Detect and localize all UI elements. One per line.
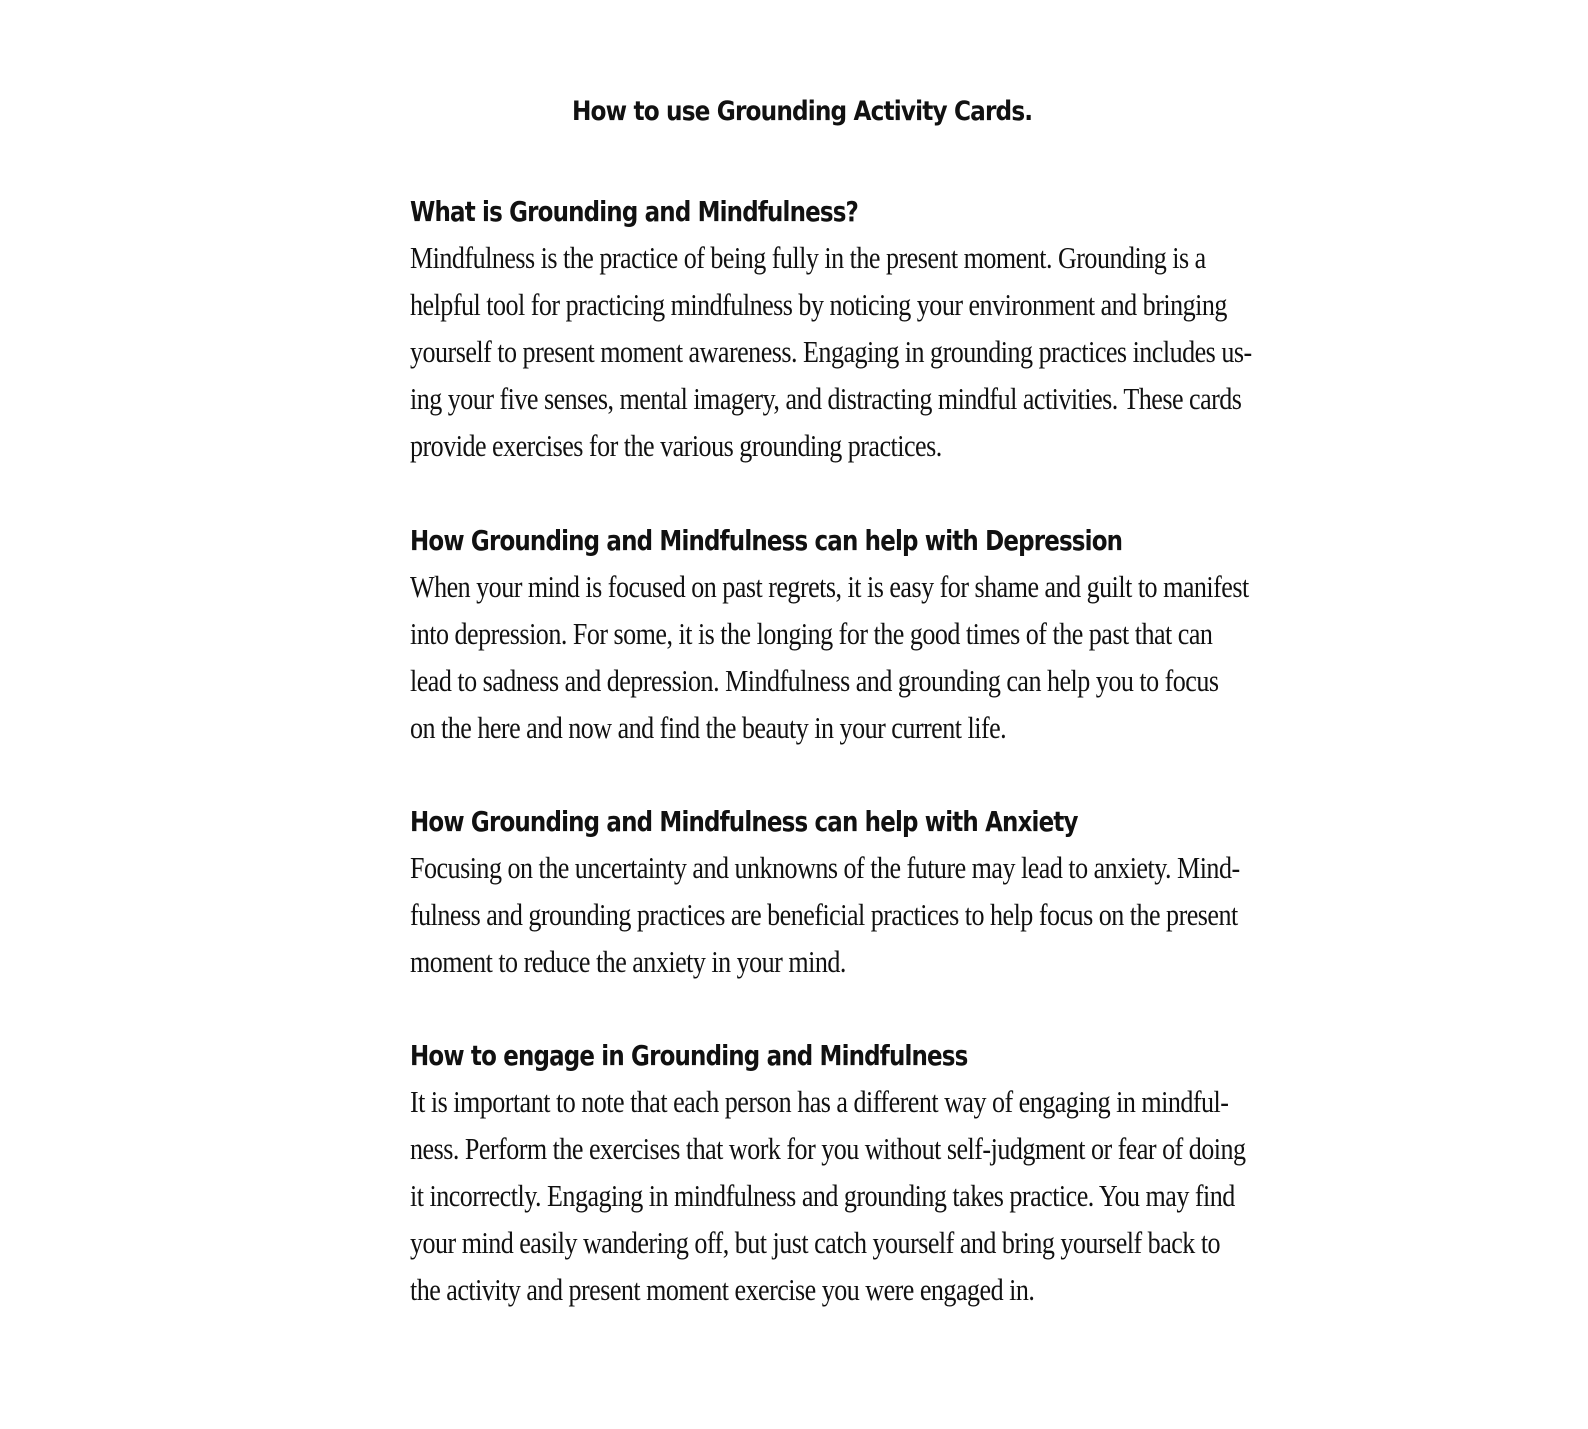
body-line: fulness and grounding practices are beneficial practices to help focus on the present	[410, 897, 1238, 932]
body-line: Mindfulness is the practice of being fully in the present moment. Grounding is a	[410, 240, 1206, 275]
section-heading: How Grounding and Mindfulness can help with Depression	[410, 524, 1123, 557]
body-line: provide exercises for the various grounding practices.	[410, 428, 942, 463]
section-depression	[410, 523, 1410, 751]
body-line: ness. Perform the exercises that work for you without self-judgment or fear of doing	[410, 1131, 1246, 1166]
body-line: it incorrectly. Engaging in mindfulness and grounding takes practice. You may find	[410, 1178, 1235, 1213]
body-line: yourself to present moment awareness. Engaging in grounding practices includes us-	[410, 334, 1252, 369]
body-line: Focusing on the uncertainty and unknowns of the future may lead to anxiety. Mind-	[410, 850, 1240, 885]
section-how-to-engage	[410, 1038, 1410, 1313]
section-heading: How Grounding and Mindfulness can help with Anxiety	[410, 805, 1078, 838]
body-line: into depression. For some, it is the longing for the good times of the past that can	[410, 616, 1213, 651]
body-line: It is important to note that each person has a different way of engaging in mindful-	[410, 1084, 1229, 1119]
body-line: When your mind is focused on past regrets, it is easy for shame and guilt to manifest	[410, 569, 1249, 604]
body-line: helpful tool for practicing mindfulness by noticing your environment and bringing	[410, 287, 1227, 322]
section-body	[410, 1078, 1250, 1313]
section-body	[410, 844, 1250, 985]
section-anxiety	[410, 804, 1410, 985]
section-heading: How to engage in Grounding and Mindfulness	[410, 1039, 968, 1072]
body-line: the activity and present moment exercise you were engaged in.	[410, 1272, 1035, 1307]
document-title: How to use Grounding Activity Cards.	[571, 96, 1033, 127]
section-heading: What is Grounding and Mindfulness?	[410, 195, 859, 228]
section-what-is-grounding	[410, 194, 1410, 469]
body-line: lead to sadness and depression. Mindfulness and grounding can help you to focus	[410, 663, 1219, 698]
body-line: your mind easily wandering off, but just catch yourself and bring yourself back to	[410, 1225, 1221, 1260]
body-line: ing your five senses, mental imagery, and distracting mindful activities. These cards	[410, 381, 1242, 416]
section-body	[410, 563, 1250, 751]
body-line: on the here and now and find the beauty in your current life.	[410, 710, 1007, 745]
section-body	[410, 234, 1250, 469]
body-line: moment to reduce the anxiety in your mind.	[410, 944, 846, 979]
